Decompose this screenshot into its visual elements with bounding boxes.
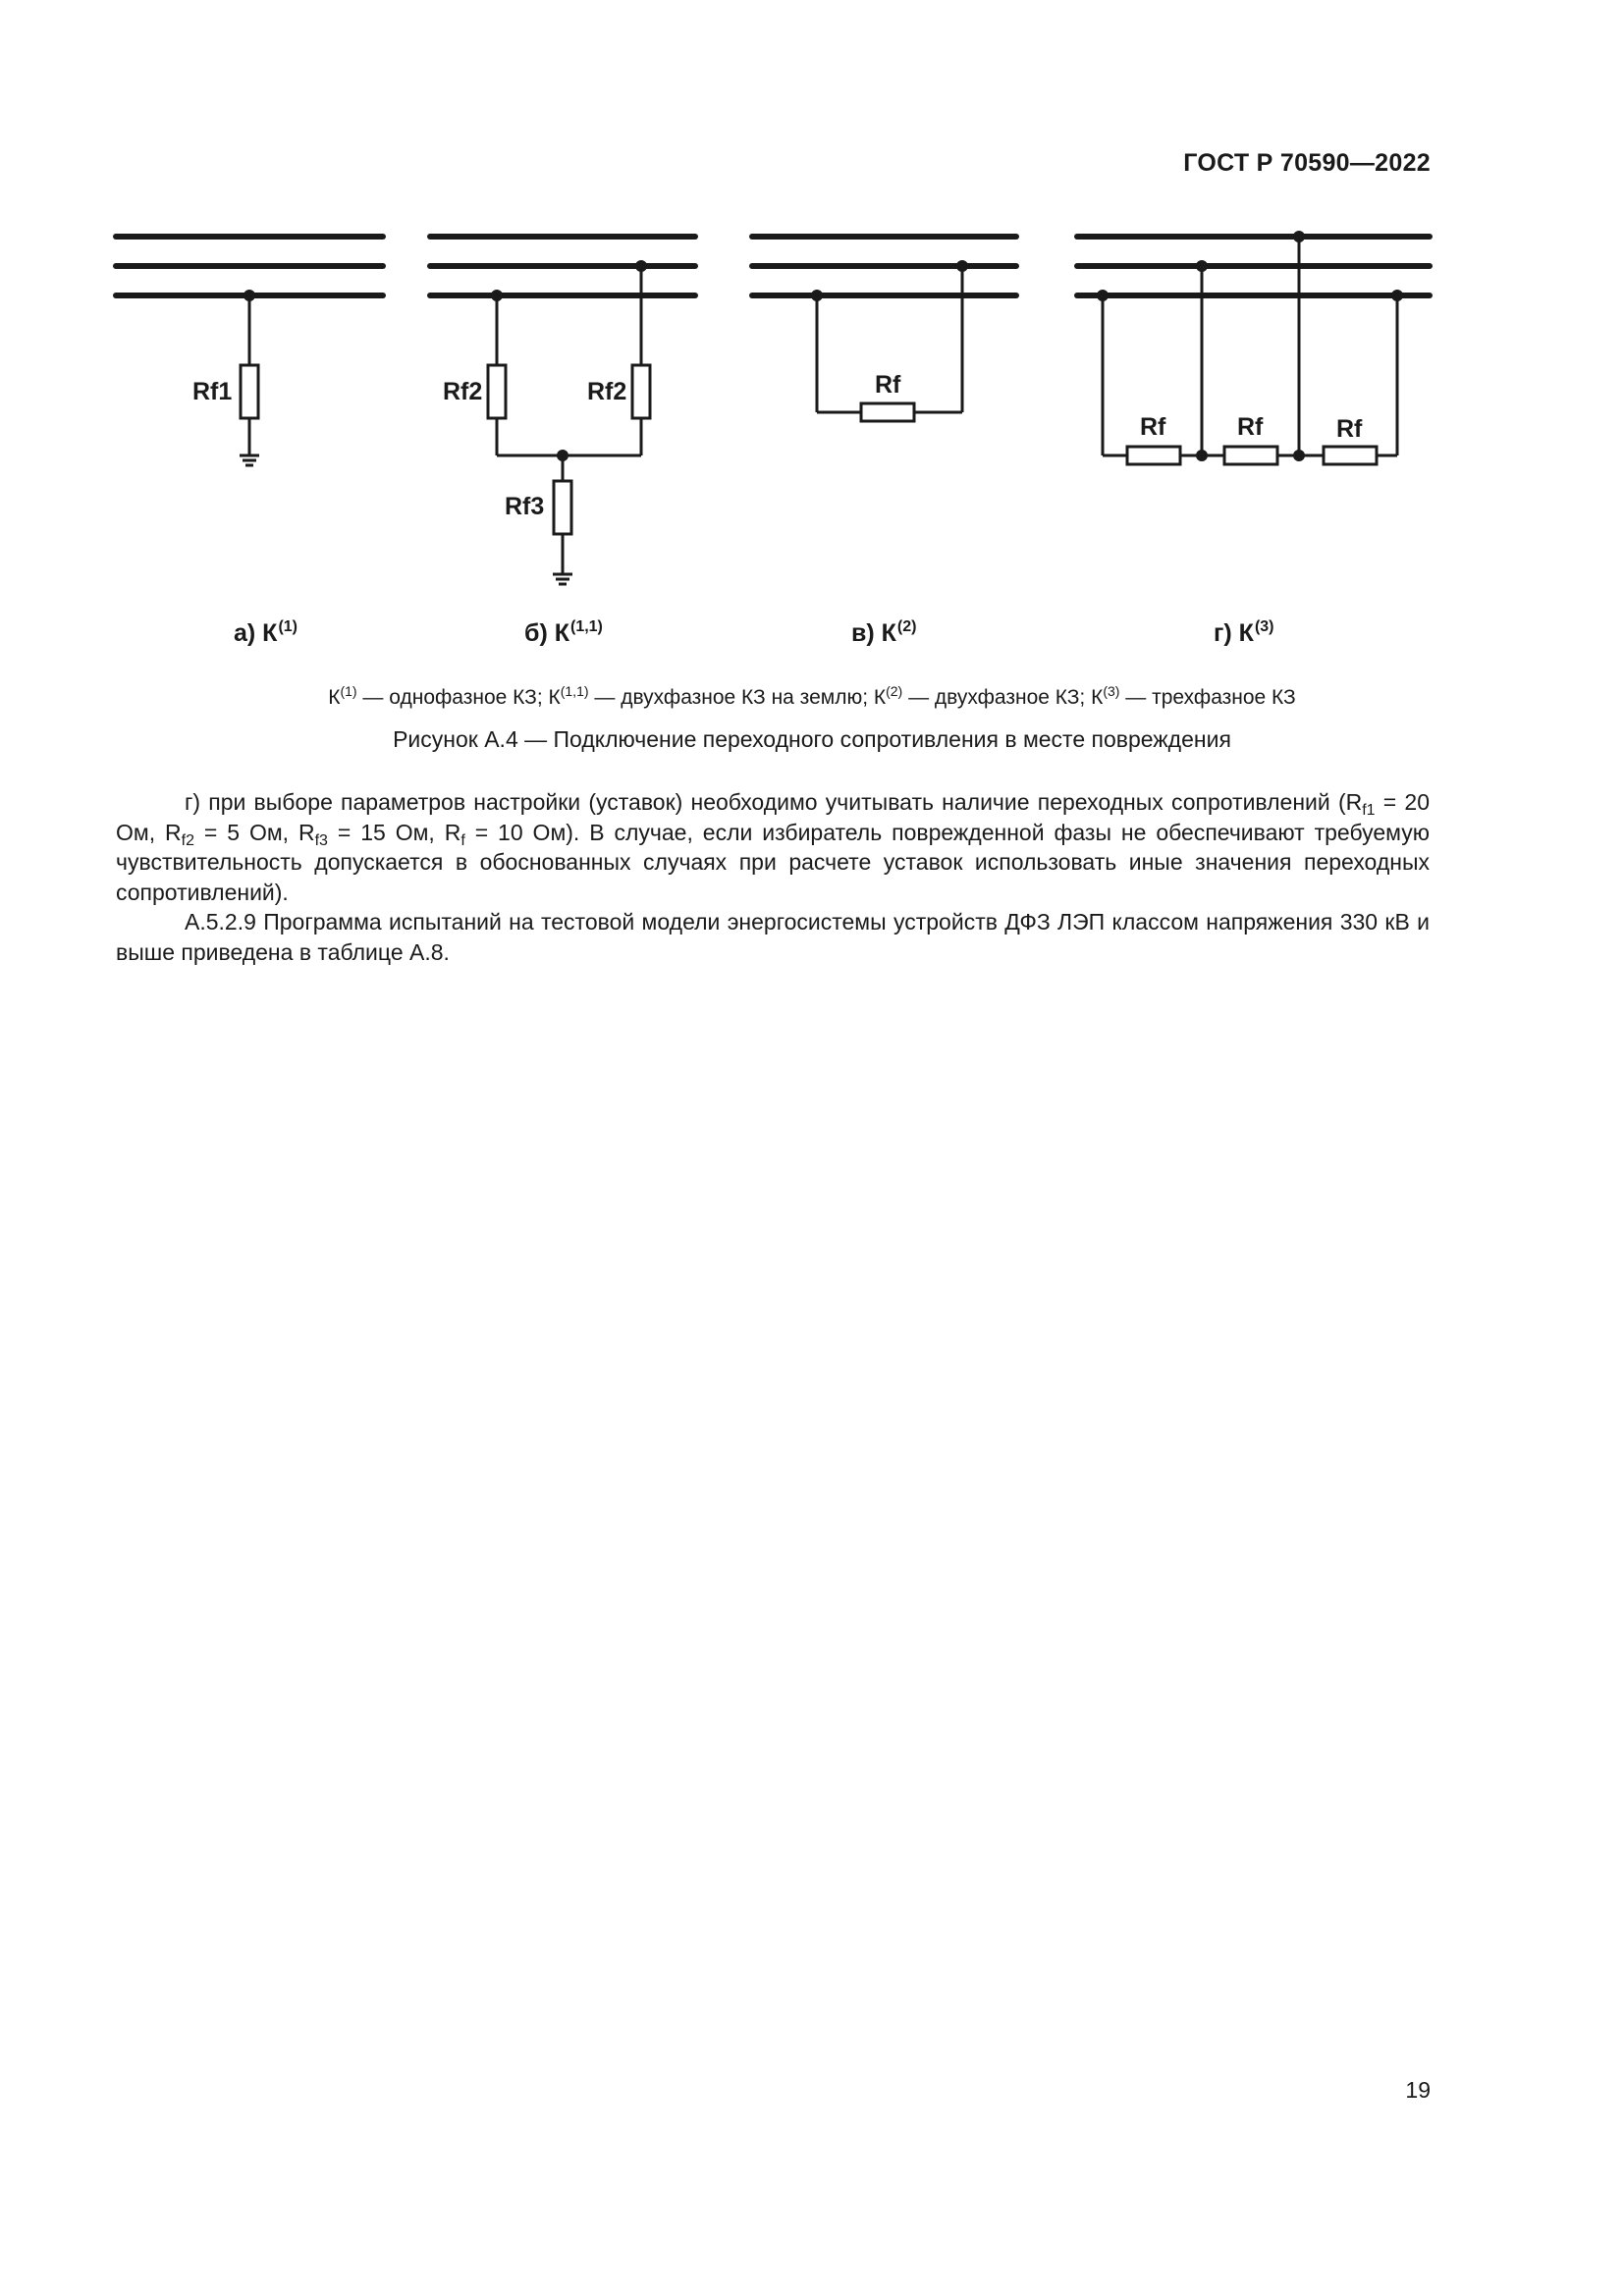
sublabel-v: в) $К^{(2)}$ — [851, 618, 917, 647]
label-rf-v: Rf — [875, 371, 901, 399]
label-rf-g3: Rf — [1336, 415, 1363, 443]
figure-a4 — [0, 0, 1624, 687]
label-rf1: Rf1 — [192, 378, 233, 405]
paragraph-g: г) при выборе параметров настройки (уставок) необходимо учитывать наличие переходных сопротивлений ($R_{f1} = 20$ Ом, $R_{f2} = 5$ Ом, $R_{f3} = 15$ Ом, $R_f = 10$ Ом). В случае, если избиратель поврежденной фазы не обеспечивают требуемую чувствительность допускается в обоснованных случаях при расчете уставок использовать иные значения переходных сопротивлений). — [116, 789, 1430, 905]
circuit-diagrams — [0, 0, 1624, 687]
figure-caption: Рисунок А.4 — Подключение переходного сопротивления в месте повреждения — [393, 726, 1231, 752]
label-rf-g2: Rf — [1237, 413, 1264, 441]
label-rf2-right: Rf2 — [587, 378, 627, 405]
page-number: 19 — [1405, 2077, 1431, 2103]
label-rf3: Rf3 — [505, 493, 545, 520]
body-text — [116, 787, 1430, 967]
label-rf2-left: Rf2 — [443, 378, 483, 405]
busbars-b — [430, 237, 695, 295]
sublabel-a: а) $К^{(1)}$ — [234, 618, 298, 647]
label-rf-g1: Rf — [1140, 413, 1166, 441]
sublabel-g: г) $К^{(3)}$ — [1214, 618, 1274, 647]
paragraph-a529: А.5.2.9 Программа испытаний на тестовой модели энергосистемы устройств ДФЗ ЛЭП классом напряжения 330 кВ и выше приведена в таблице А.8. — [116, 909, 1430, 965]
busbars-a — [116, 237, 383, 295]
document-header: ГОСТ Р 70590—2022 — [1183, 149, 1431, 177]
diagram-b — [488, 266, 650, 584]
diagram-a — [240, 295, 259, 465]
busbars-v — [752, 237, 1016, 295]
sublabel-b: б) К$^{(1,1)}$ — [524, 618, 603, 647]
busbars-g — [1077, 237, 1430, 295]
figure-legend: $К^{(1)}$ — однофазное КЗ; К$^{(1,1)}$ — двухфазное КЗ на землю; $К^{(2)}$ — двухфазное КЗ; $К^{(3)}$ — трехфазное КЗ — [328, 683, 1296, 709]
